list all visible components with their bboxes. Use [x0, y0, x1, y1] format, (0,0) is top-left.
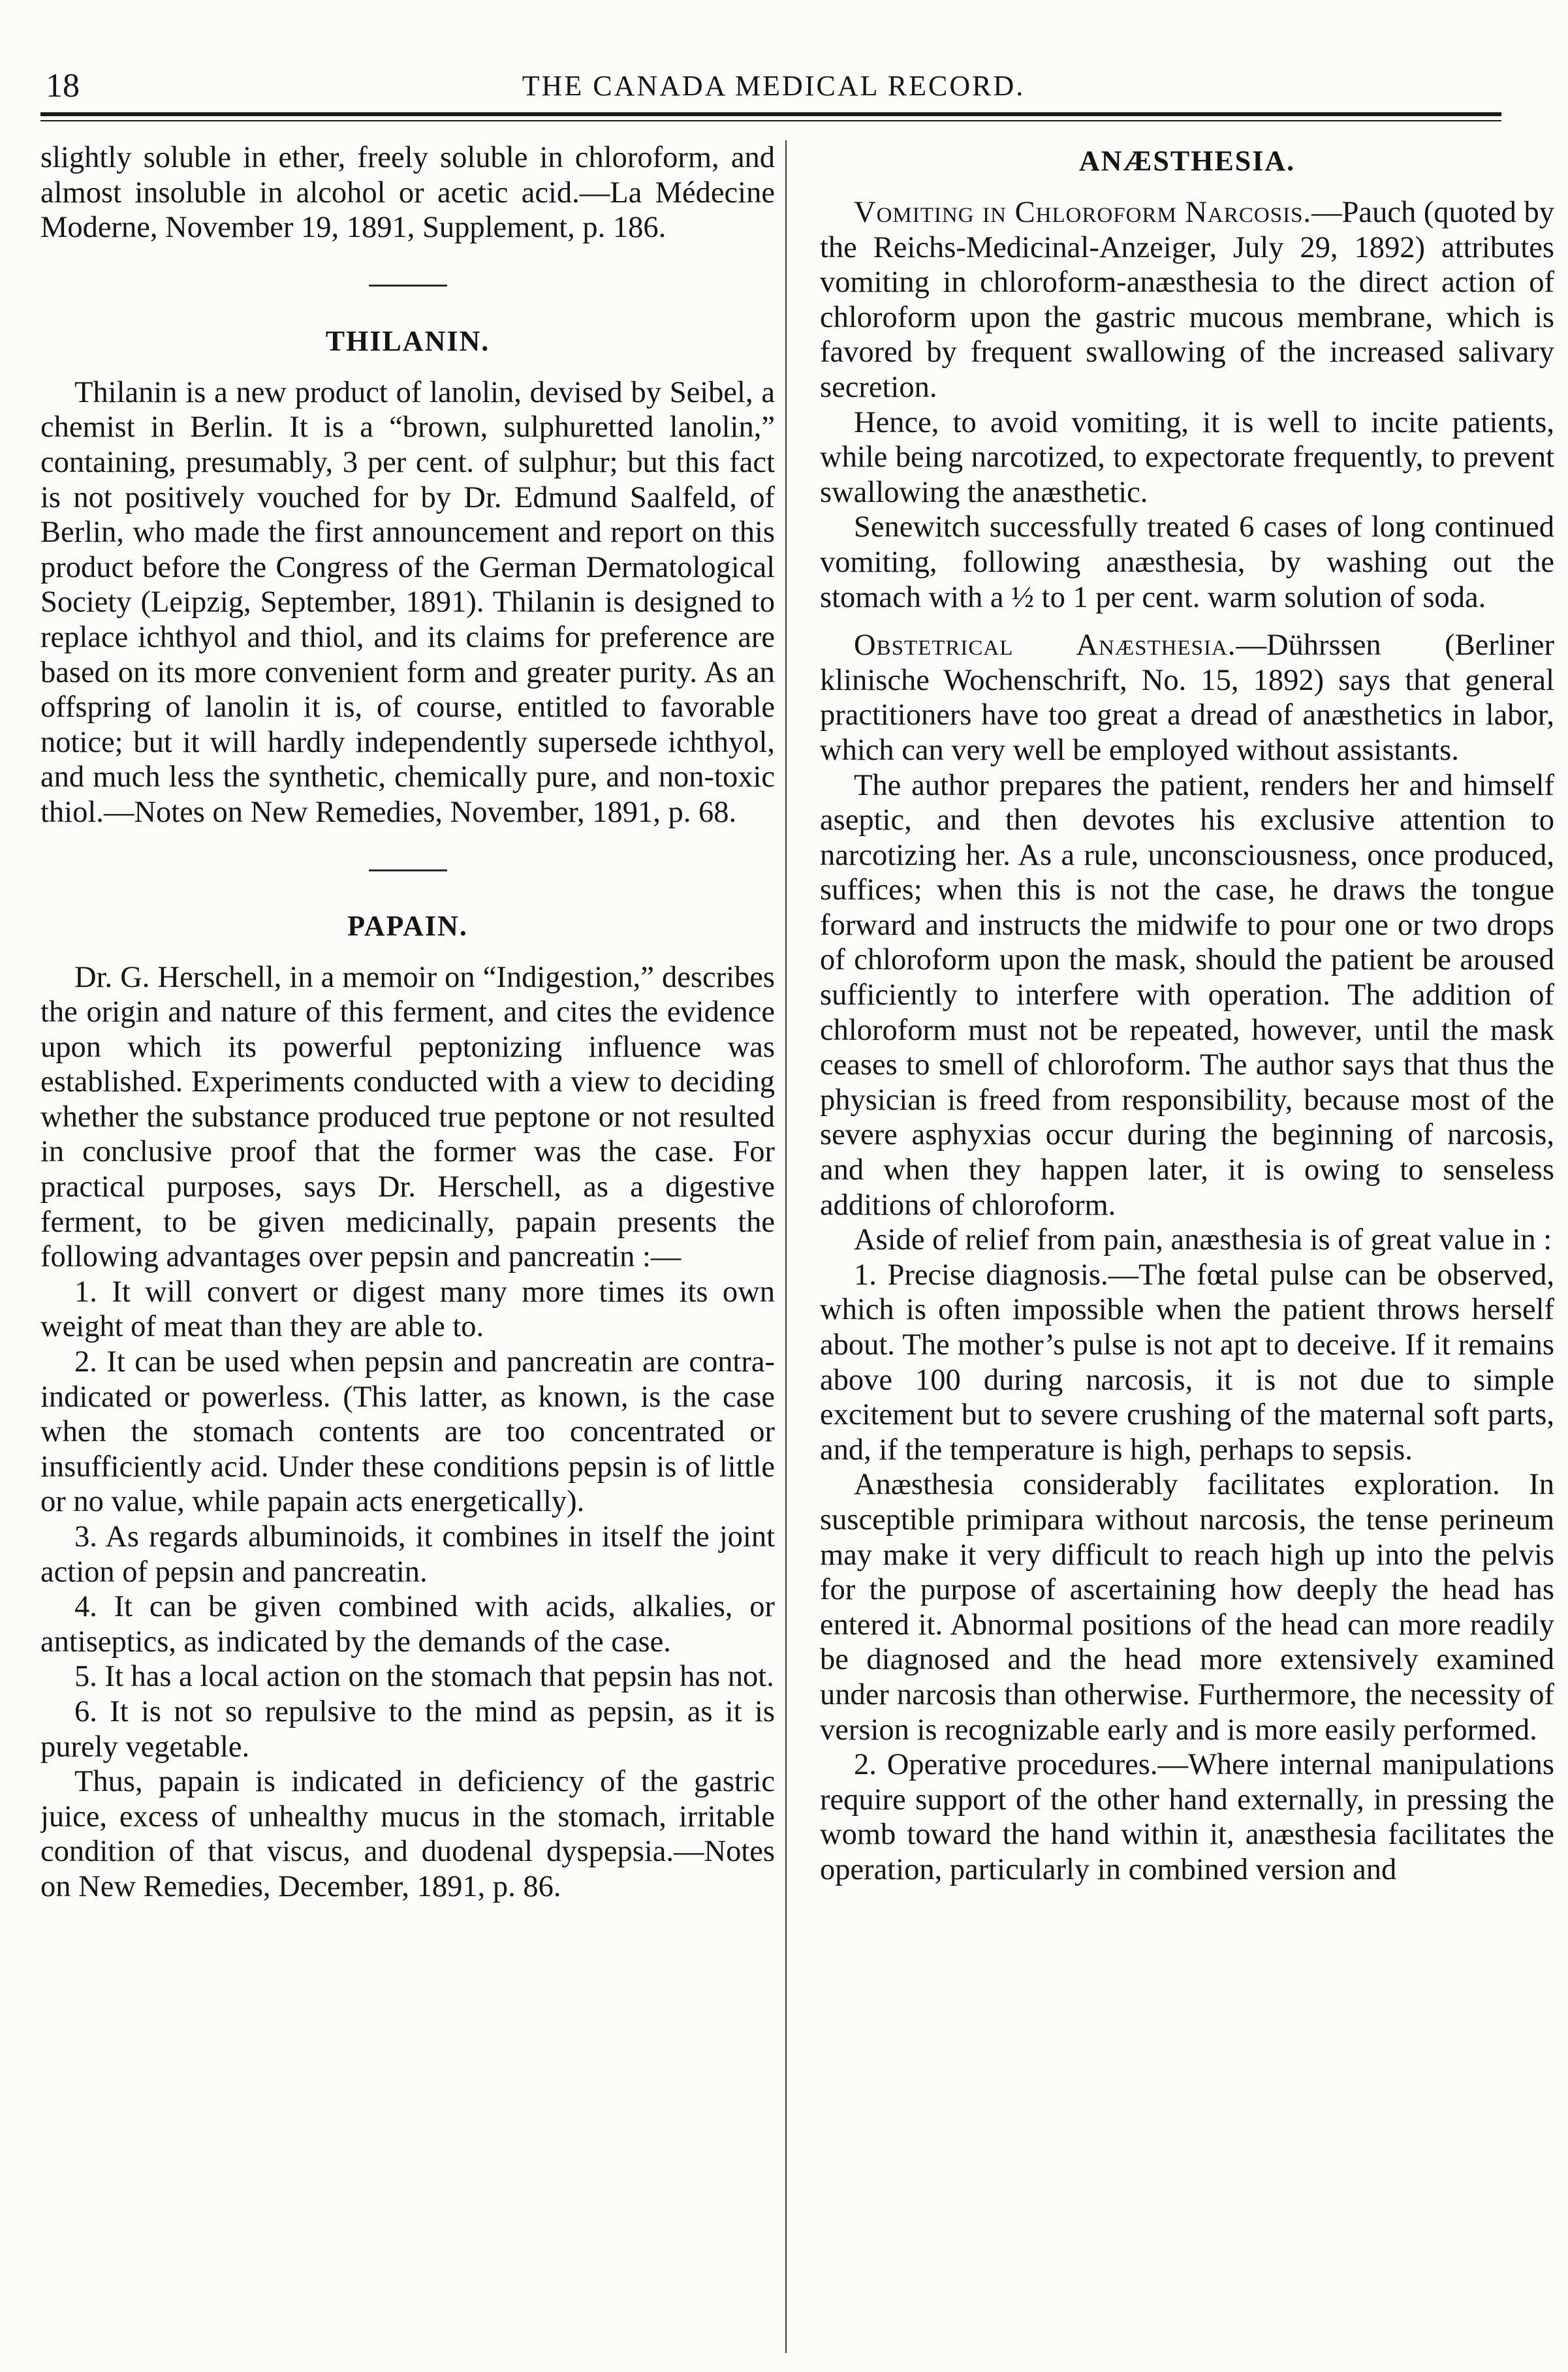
papain-advantages-list	[40, 1275, 775, 1764]
obstetrical-paragraph-text: —Dührssen (Berliner klinische Wochenschrift, No. 15, 1892) says that general practitioners have too great a dread of anæsthetics in labor, which can very well be employed without assistants.	[820, 629, 1554, 767]
column-divider	[785, 140, 787, 2353]
vomiting-paragraph	[820, 195, 1554, 405]
exploration-paragraph: Anæsthesia considerably facilitates exploration. In susceptible primipara without narcosis, the tense perineum may make it very difficult to reach high up into the pelvis for the purpose of ascertaining how deeply the head has entered it. Abnormal positions of the head can more readily be diagnosed and the head more extensively examined under narcosis than otherwise. Furthermore, the necessity of version is recognizable early and is more easily performed.	[820, 1468, 1554, 1747]
running-head	[46, 60, 1501, 112]
list-item: 2. It can be used when pepsin and pancreatin are contra-indicated or powerless. (This latter, as known, is the case when the stomach contents are too concentrated or insufficiently acid. Under these conditions pepsin is of little or no value, while papain acts energetically).	[40, 1345, 775, 1519]
section-separator	[369, 869, 447, 871]
list-item: 6. It is not so repulsive to the mind as pepsin, as it is purely vegetable.	[40, 1694, 775, 1764]
list-item: 4. It can be given combined with acids, alkalies, or antiseptics, as indicated by the demands of the case.	[40, 1590, 775, 1659]
thilanin-heading: THILANIN.	[325, 324, 490, 357]
list-item: 3. As regards albuminoids, it combines in itself the joint action of pepsin and pancreatin.	[40, 1520, 775, 1589]
obstetrical-paragraph	[820, 628, 1554, 768]
page-number: 18	[46, 67, 80, 104]
thilanin-paragraph: Thilanin is a new product of lanolin, devised by Seibel, a chemist in Berlin. It is a “brown, sulphuretted lanolin,” containing, presumably, 3 per cent. of sulphur; but this fact is not positively vouched for by Dr. Edmund Saalfeld, of Berlin, who made the first announcement and report on this product before the Congress of the German Dermatological Society (Leipzig, September, 1891). Thilanin is designed to replace ichthyol and thiol, and its claims for preference are based on its more convenient form and greater purity. As an offspring of lanolin it is, of course, entitled to favorable notice; but it will hardly independently supersede ichthyol, and much less the synthetic, chemically pure, and non-toxic thiol.—Notes on New Remedies, November, 1891, p. 68.	[40, 375, 775, 829]
papain-heading: PAPAIN.	[347, 909, 468, 942]
anaesthesia-heading: ANÆSTHESIA.	[1078, 145, 1296, 177]
papain-conclusion-paragraph: Thus, papain is indicated in deficiency of the gastric juice, excess of unhealthy mucus in the stomach, irritable condition of that viscus, and duodenal dyspepsia.—Notes on New Remedies, December, 1891, p. 86.	[40, 1765, 775, 1903]
left-column	[40, 140, 775, 2356]
operative-procedures-paragraph: 2. Operative procedures.—Where internal manipulations require support of the other hand externally, in pressing the womb toward the hand within it, anæsthesia facilitates the operation, particularly in combined version and	[820, 1748, 1554, 1886]
senewitch-paragraph: Senewitch successfully treated 6 cases of long continued vomiting, following anæsthesia, by washing out the stomach with a ½ to 1 per cent. warm solution of soda.	[820, 510, 1554, 614]
continued-paragraph: slightly soluble in ether, freely soluble in chloroform, and almost insoluble in alcohol or acetic acid.—La Médecine Moderne, November 19, 1891, Supplement, p. 186.	[40, 141, 775, 245]
section-separator	[369, 285, 447, 287]
author-method-paragraph: The author prepares the patient, renders her and himself aseptic, and then devotes his exclusive attention to narcotizing her. As a rule, unconsciousness, once produced, suffices; when this is not the case, he draws the tongue forward and instructs the midwife to pour one or two drops of chloroform upon the mask, should the patient be aroused sufficiently to interfere with operation. The addition of chloroform must not be repeated, however, until the mask ceases to smell of chloroform. The author says that thus the physician is freed from responsibility, because most of the severe asphyxias occur during the beginning of narcosis, and when they happen later, it is owing to senseless additions of chloroform.	[820, 768, 1554, 1222]
right-column	[820, 140, 1554, 2356]
precise-diagnosis-paragraph: 1. Precise diagnosis.—The fœtal pulse can be observed, which is often impossible when the patient throws herself about. The mother’s pulse is not apt to deceive. If it remains above 100 during narcosis, it is not due to simple excitement but to severe crushing of the maternal soft parts, and, if the temperature is high, perhaps to sepsis.	[820, 1258, 1554, 1467]
vomiting-section-title: Vomiting in Chloroform Narcosis.	[854, 196, 1312, 229]
value-intro-paragraph: Aside of relief from pain, anæsthesia is of great value in :	[854, 1223, 1552, 1257]
list-item: 1. It will convert or digest many more times its own weight of meat than they are able to.	[40, 1275, 775, 1344]
vomiting-paragraph-text: —Pauch (quoted by the Reichs-Medicinal-Anzeiger, July 29, 1892) attributes vomiting in chloroform-anæsthesia to the direct action of chloroform upon the gastric mucous membrane, which is favored by frequent swallowing of the increased salivary secretion.	[820, 196, 1554, 404]
journal-title: THE CANADA MEDICAL RECORD.	[522, 70, 1026, 102]
vomiting-advice-paragraph: Hence, to avoid vomiting, it is well to incite patients, while being narcotized, to expectorate frequently, to prevent swallowing the anæsthetic.	[820, 405, 1554, 509]
header-rule-thin	[40, 120, 1501, 121]
papain-intro-paragraph: Dr. G. Herschell, in a memoir on “Indigestion,” describes the origin and nature of this ferment, and cites the evidence upon which its powerful peptonizing influence was established. Experiments conducted with a view to deciding whether the substance produced true peptone or not resulted in conclusive proof that the former was the case. For practical purposes, says Dr. Herschell, as a digestive ferment, to be given medicinally, papain presents the following advantages over pepsin and pancreatin :—	[40, 960, 775, 1274]
list-item: 5. It has a local action on the stomach that pepsin has not.	[74, 1660, 774, 1694]
header-rule-thick	[40, 112, 1501, 116]
obstetrical-section-title: Obstetrical Anæsthesia.	[854, 629, 1236, 663]
